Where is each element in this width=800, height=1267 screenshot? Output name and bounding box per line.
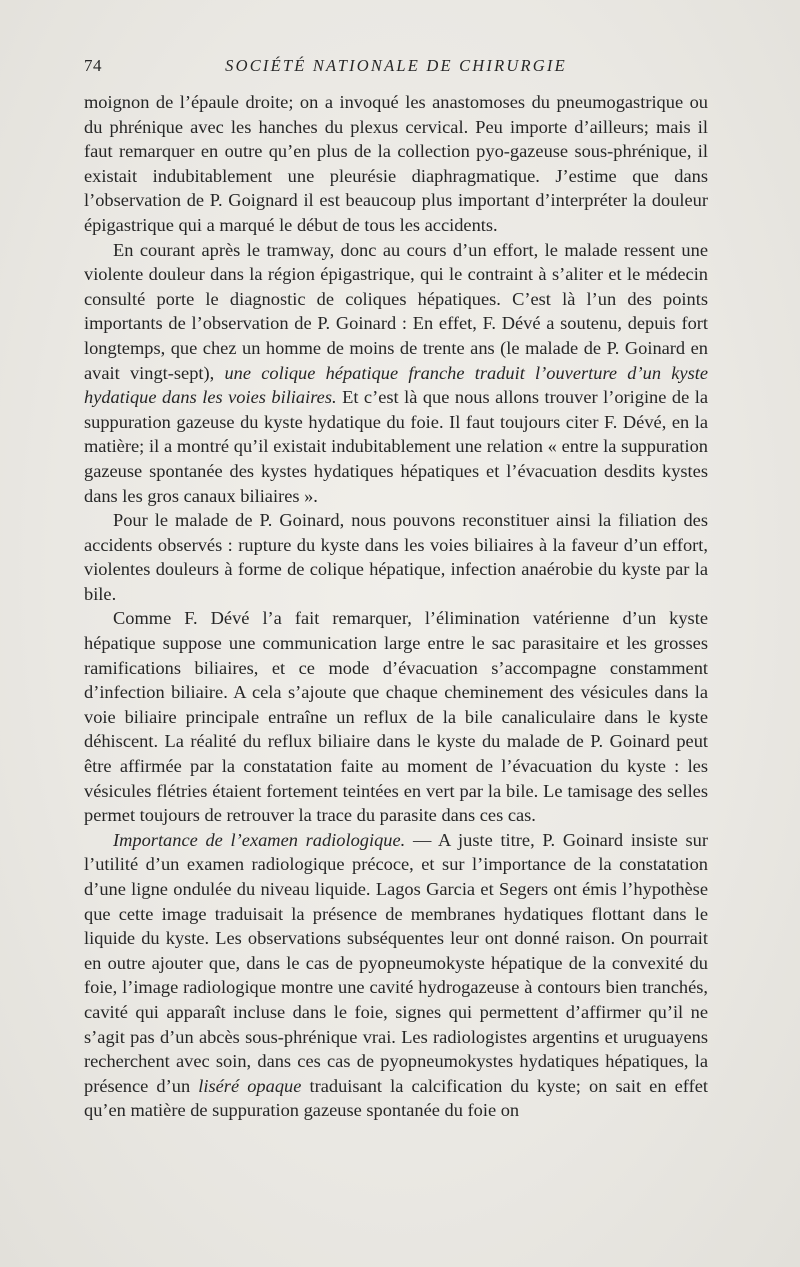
- italic-text-run: Importance de l’examen radiologique.: [113, 829, 406, 850]
- text-run: — A juste titre, P. Goinard insiste sur l’utilité d’un examen radiologique précoce, et sur l’importance de la constatation d’une ligne ondulée du niveau liquide. Lagos Garcia et Segers ont émis l’hypothèse que cette image traduisait la présence de membranes hydatiques flottant dans le liquide du kyste. Les observations subséquentes leur ont donné raison. On pourrait en outre ajouter que, dans le cas de pyopneumokyste hépatique de la convexité du foie, l’image radiologique montre une cavité hydrogazeuse à contours bien tranchés, cavité qui apparaît incluse dans le foie, signes qui permettent d’affirmer qu’il ne s’agit pas d’un abcès sous-phrénique vrai. Les radiologistes argentins et uruguayens recherchent avec soin, dans ces cas de pyopneumokystes hydatiques hépatiques, la présence d’un: [84, 829, 709, 1096]
- italic-text-run: une colique hépatique franche traduit l’ouverture d’un kyste hydatique dans les voies biliaires.: [84, 362, 708, 408]
- paragraph: [84, 238, 708, 509]
- text-run: moignon de l’épaule droite; on a invoqué les anastomoses du pneumogastrique ou du phrénique avec les hanches du plexus cervical. Peu importe d’ailleurs; mais il faut remarquer en outre qu’en plus de la collection pyo-gazeuse sous-phrénique, il existait indubitablement une pleurésie diaphragmatique. J’estime que dans l’observation de P. Goignard il est beaucoup plus important d’interpréter la douleur épigastrique qui a marqué le début de tous les accidents.: [84, 92, 708, 235]
- text-run: Comme F. Dévé l’a fait remarquer, l’élimination vatérienne d’un kyste hépatique suppose une communication large entre le sac parasitaire et les grosses ramifications biliaires, et ce mode d’évacuation s’accompagne constamment d’infection biliaire. A cela s’ajoute que chaque cheminement des vésicules dans la voie biliaire principale entraîne un reflux de la bile canaliculaire dans le kyste déhiscent. La réalité du reflux biliaire dans le kyste du malade de P. Goinard peut être affirmée par la constatation faite au moment de l’évacuation du kyste : les vésicules flétries étaient fortement teintées en vert par la bile. Le tamisage des selles permet toujours de retrouver la trace du parasite dans ces cas.: [84, 608, 708, 826]
- page-header: [84, 56, 708, 80]
- running-head: SOCIÉTÉ NATIONALE DE CHIRURGIE: [225, 56, 567, 75]
- paragraph: [84, 606, 708, 827]
- paragraph: [84, 828, 708, 1123]
- body-text: [84, 90, 708, 1123]
- text-run: En courant après le tramway, donc au cours d’un effort, le malade ressent une violente douleur dans la région épigastrique, qui le contraint à s’aliter et le médecin consulté porte le diagnostic de coliques hépatiques. C’est là l’un des points importants de l’observation de P. Goinard : En effet, F. Dévé a soutenu, depuis fort longtemps, que chez un homme de moins de trente ans (le malade de P. Goinard en avait vingt-sept),: [84, 239, 708, 383]
- italic-text-run: liséré opaque: [198, 1075, 302, 1096]
- paragraph: [84, 508, 708, 606]
- text-run: traduisant la calcification du kyste; on sait en effet qu’en matière de suppuration gazeuse spontanée du foie on: [84, 1075, 708, 1121]
- paragraph: [84, 90, 708, 238]
- text-run: Pour le malade de P. Goinard, nous pouvons reconstituer ainsi la filiation des accidents observés : rupture du kyste dans les voies biliaires à la faveur d’un effort, violentes douleurs à forme de colique hépatique, infection anaérobie du kyste par la bile.: [84, 510, 708, 604]
- text-run: Et c’est là que nous allons trouver l’origine de la suppuration gazeuse du kyste hydatique du foie. Il faut toujours citer F. Dévé, en la matière; il a montré qu’il existait indubitablement une relation « entre la suppuration gazeuse spontanée des kystes hydatiques hépatiques et l’évacuation desdits kystes dans les gros canaux biliaires ».: [84, 387, 708, 506]
- page-number: 74: [84, 56, 102, 75]
